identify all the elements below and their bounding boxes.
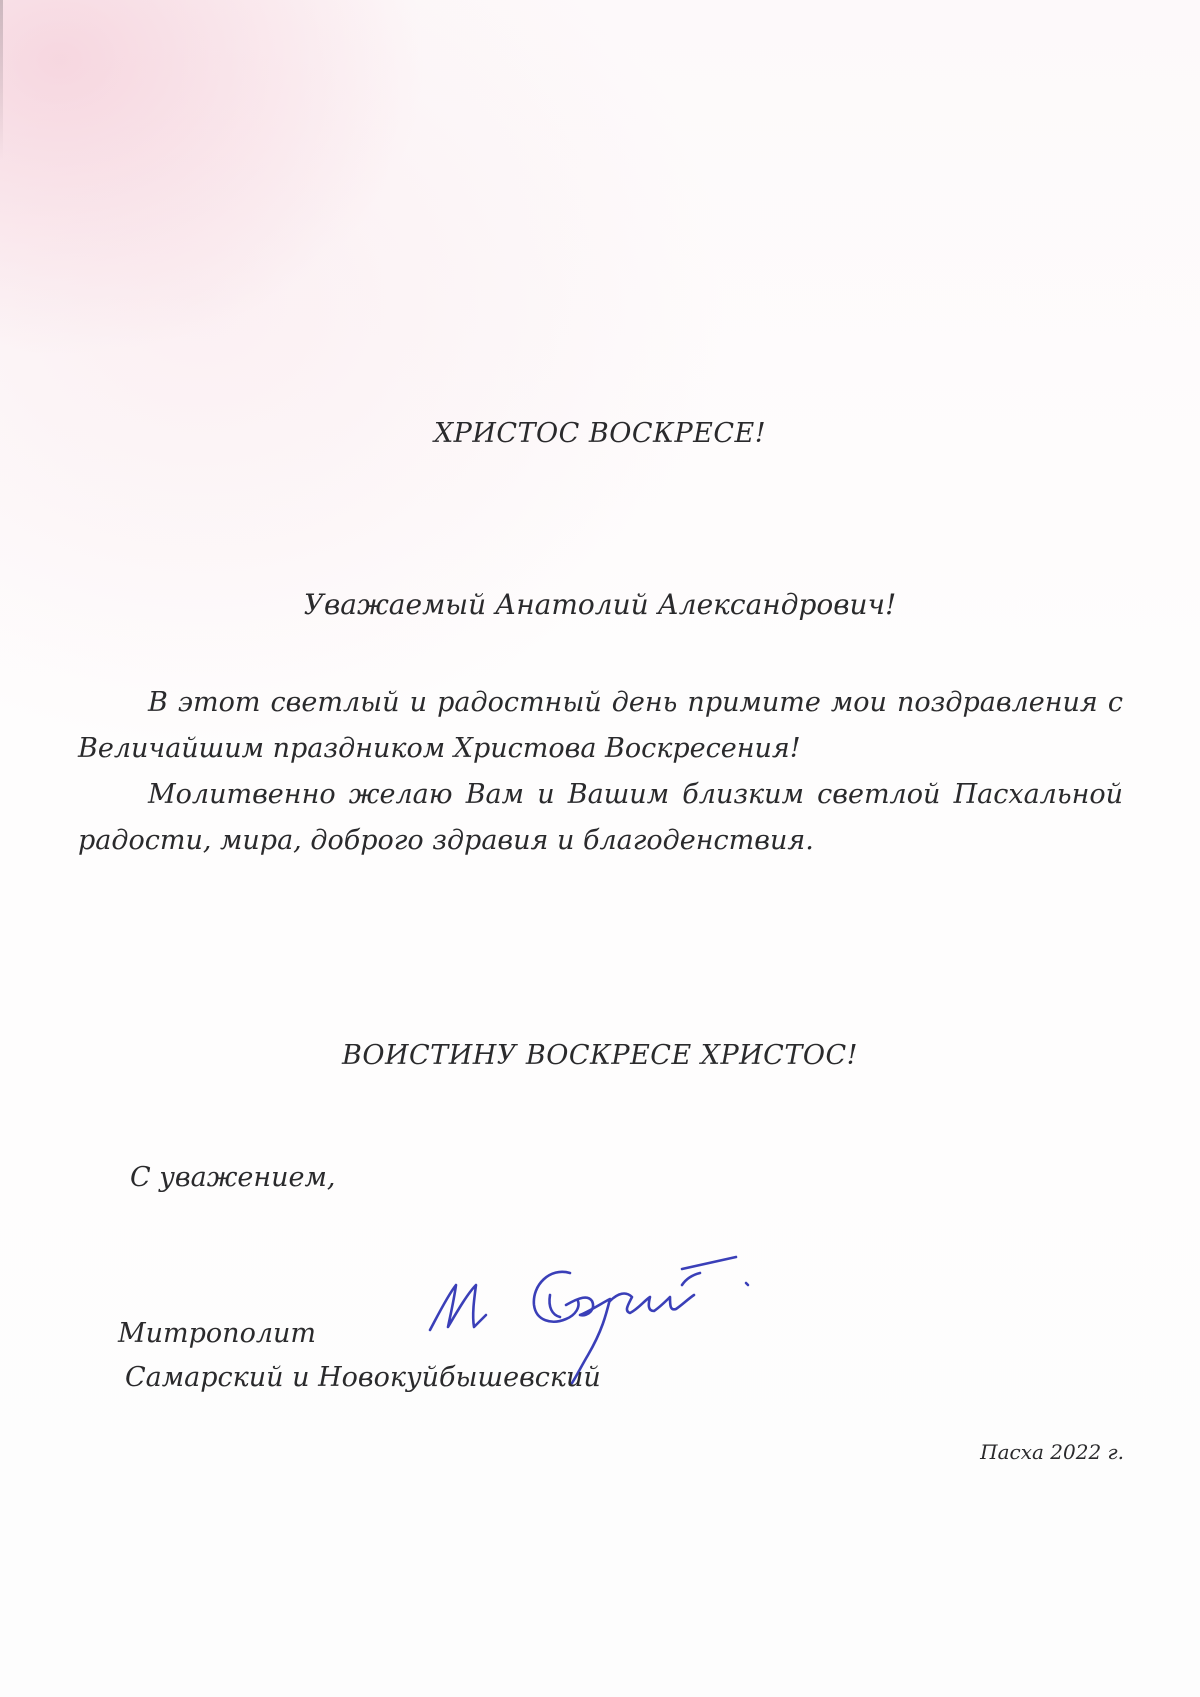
scan-edge-mark: [0, 0, 3, 160]
paragraph-congratulations: В этот светлый и радостный день примите мои поздравления с Величайшим праздником Христова Воскресения!: [78, 687, 1123, 764]
paragraph-wishes: Молитвенно желаю Вам и Вашим близким светлой Пасхальной радости, мира, доброго здравия и благоденствия.: [78, 779, 1123, 856]
closing-regards: С уважением,: [130, 1162, 336, 1193]
heading-truly-risen: ВОИСТИНУ ВОСКРЕСЕ ХРИСТОС!: [342, 1040, 858, 1071]
sender-title: Митрополит: [118, 1318, 317, 1349]
letter-date: Пасха 2022 г.: [980, 1440, 1124, 1464]
greeting-line: Уважаемый Анатолий Александрович!: [303, 588, 897, 621]
heading-christ-is-risen: ХРИСТОС ВОСКРЕСЕ!: [433, 418, 767, 449]
sender-see: Самарский и Новокуйбышевский: [125, 1362, 601, 1393]
